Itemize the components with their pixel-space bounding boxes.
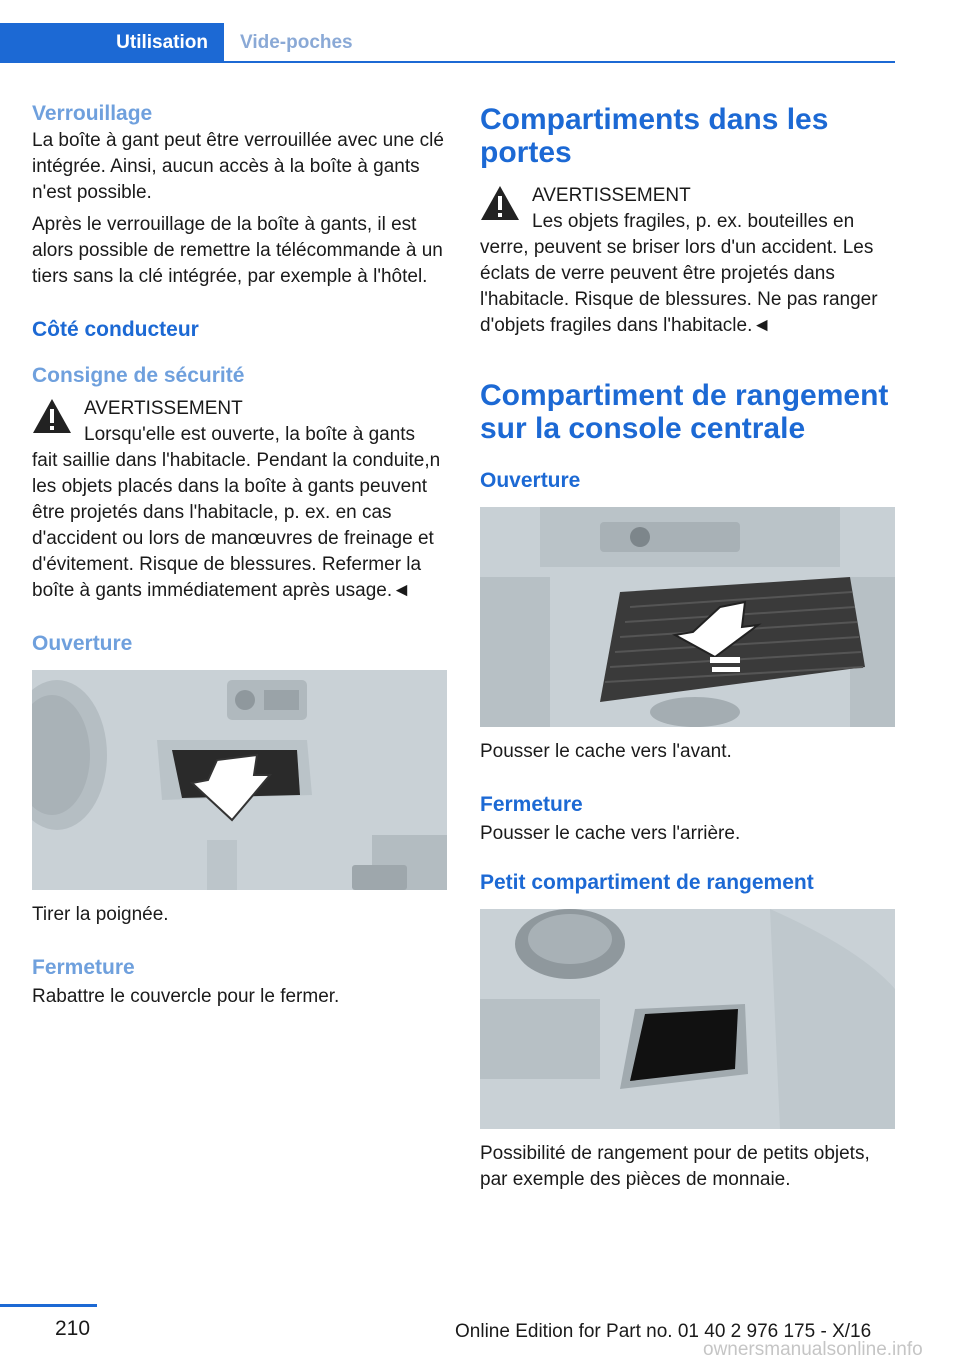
left-column	[32, 100, 447, 1010]
verrouillage-text-1: La boîte à gant peut être verrouillée avec une clé intégrée. Ainsi, aucun accès à la boîte à gants n'est possible.	[32, 130, 444, 203]
petit-compartiment-text: Possibilité de rangement pour de petits objets, par exemple des pièces de monnaie.	[480, 1143, 870, 1190]
warning-text	[32, 422, 447, 604]
warning-title: AVERTISSEMENT	[532, 185, 691, 206]
portes-heading: Compartiments dans les portes	[480, 103, 829, 169]
watermark: ownersmanualsonline.info	[703, 1339, 923, 1360]
warning-triangle-icon	[32, 398, 72, 434]
verrouillage-text-2: Après le verrouillage de la boîte à gants, il est alors possible de remettre la télécommande à un tiers sans la clé intégrée, par exemple à l'hôtel.	[32, 214, 443, 287]
warning-text-rest: verre, peuvent se briser lors d'un accident. Les éclats de verre peuvent être projetés dans l'habitacle. Risque de blessures. Ne pas ranger d'objets fragiles dans l'habitacle.◄	[480, 237, 878, 336]
fermeture-text-left: Rabattre le couvercle pour le fermer.	[32, 986, 340, 1007]
glovebox-image	[32, 670, 447, 890]
fermeture-heading-left: Fermeture	[32, 956, 135, 979]
tab-utilisation[interactable]: Utilisation	[0, 23, 224, 63]
verrouillage-heading: Verrouillage	[32, 102, 153, 125]
edition-note: Online Edition for Part no. 01 40 2 976 175 - X/16	[455, 1321, 872, 1342]
warning-block-left	[32, 396, 447, 604]
header-divider	[0, 61, 895, 63]
petit-compartiment-heading: Petit compartiment de rangement	[480, 871, 814, 894]
warning-text-first: Les objets fragiles, p. ex. bouteilles en	[532, 211, 855, 232]
warning-title: AVERTISSEMENT	[84, 398, 243, 419]
warning-triangle-icon	[480, 185, 520, 221]
cote-conducteur-heading: Côté conducteur	[32, 318, 199, 341]
warning-text-first: Lorsqu'elle est ouverte, la boîte à gants	[84, 424, 416, 445]
page-number: 210	[55, 1317, 91, 1340]
ouverture-text-left: Tirer la poignée.	[32, 904, 169, 925]
tab-vide-poches[interactable]: Vide-poches	[240, 32, 353, 53]
consigne-heading: Consigne de sécurité	[32, 364, 245, 387]
warning-block-right	[480, 183, 895, 339]
header-tabs	[0, 23, 895, 63]
right-column	[480, 100, 895, 1193]
fermeture-text-right: Pousser le cache vers l'arrière.	[480, 823, 741, 844]
ouverture-heading-left: Ouverture	[32, 632, 133, 655]
fermeture-heading-right: Fermeture	[480, 793, 583, 816]
console-cover-image	[480, 507, 895, 727]
small-compartment-image	[480, 909, 895, 1129]
footer-divider	[0, 1304, 97, 1307]
warning-text-rest: fait saillie dans l'habitacle. Pendant la conduite,n les objets placés dans la boîte à gants peuvent être projetés dans l'habitacle, p. ex. en cas d'accident ou lors de manœuvres de freinage et d'évitement. Risque de blessures. Refermer la boîte à gants immédiatement après usage.◄	[32, 450, 441, 601]
console-heading: Compartiment de rangement sur la console centrale	[480, 379, 889, 445]
ouverture-heading-right: Ouverture	[480, 469, 581, 492]
ouverture-text-right: Pousser le cache vers l'avant.	[480, 741, 732, 762]
warning-text	[480, 209, 895, 339]
